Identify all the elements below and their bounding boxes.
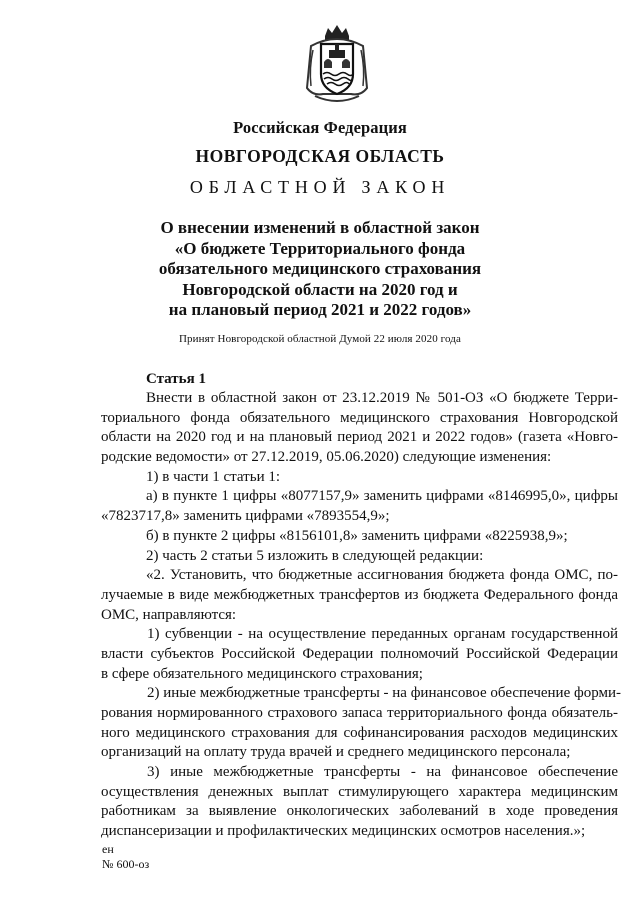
law-title-line: обязательного медицинского страхования bbox=[158, 259, 482, 278]
body-line: а) в пункте 1 цифры «8077157,9» заменить цифрами «8146995,0», цифры bbox=[146, 488, 618, 505]
body-line: 2) иные межбюджетные трансферты - на финансовое обеспечение форми- bbox=[147, 685, 622, 702]
body-line: 2) часть 2 статьи 5 изложить в следующей редакции: bbox=[146, 547, 484, 564]
body-line: «2. Установить, что бюджетные ассигнования бюджета фонда ОМС, по- bbox=[146, 567, 618, 584]
law-title-line: Новгородской области на 2020 год и bbox=[182, 279, 458, 299]
law-title-line: «О бюджете Территориального фонда bbox=[174, 238, 466, 258]
body-line: ториального фонда обязательного медицинского страхования Новгородской bbox=[101, 409, 618, 426]
adoption-note: Принят Новгородской областной Думой 22 июля 2020 года bbox=[179, 333, 461, 345]
law-type-heading: ОБЛАСТНОЙ ЗАКОН bbox=[189, 177, 451, 197]
body-line: 1) в части 1 статьи 1: bbox=[146, 468, 281, 485]
body-line: области на 2020 год и на плановый период 2021 и 2022 годов» (газета «Новго- bbox=[101, 429, 618, 446]
footer-initials: ен bbox=[102, 842, 114, 856]
body-line: б) в пункте 2 цифры «8156101,8» заменить цифрами «8225938,9»; bbox=[146, 527, 568, 544]
body-line: родские ведомости» от 27.12.2019, 05.06.2020) следующие изменения: bbox=[101, 449, 552, 466]
footer-note bbox=[102, 842, 149, 872]
body-line: рования нормированного страхового запаса территориального фонда обязатель- bbox=[101, 705, 618, 721]
body-line: осуществления денежных выплат стимулирующего характера медицинским bbox=[101, 783, 618, 800]
law-title bbox=[0, 218, 640, 321]
body-line: ОМС, направляются: bbox=[101, 606, 237, 623]
body-line: лучаемые в виде межбюджетных трансфертов из бюджета Федерального фонда bbox=[101, 586, 618, 603]
body-line: диспансеризации и профилактических медицинских осмотров населения.»; bbox=[101, 823, 586, 840]
article-heading: Статья 1 bbox=[146, 371, 206, 387]
body-line: ного медицинского страхования для софинансирования расходов медицинских bbox=[101, 724, 618, 741]
body-line: «7823717,8» заменить цифрами «7893554,9»; bbox=[101, 508, 390, 525]
body-line: власти субъектов Российской Федерации полномочий Российской Федерации bbox=[101, 645, 618, 662]
body-line: в сфере обязательного медицинского страхования; bbox=[101, 665, 423, 682]
law-title-line: на плановый период 2021 и 2022 годов» bbox=[168, 300, 472, 319]
body-line: 1) субвенции - на осуществление переданных органам государственной bbox=[147, 626, 618, 643]
footer-doc-number: № 600-оз bbox=[102, 857, 150, 871]
law-title-line: О внесении изменений в областной закон bbox=[160, 218, 480, 237]
body-line: Внести в областной закон от 23.12.2019 № 501-ОЗ «О бюджете Терри- bbox=[146, 390, 618, 406]
article-body bbox=[101, 389, 622, 842]
body-line: организаций на оплату труда врачей и среднего медицинского персонала; bbox=[101, 744, 571, 761]
region-heading: НОВГОРОДСКАЯ ОБЛАСТЬ bbox=[195, 146, 445, 166]
body-line: работникам за выявление онкологических заболеваний в ходе проведения bbox=[101, 803, 618, 820]
novgorod-coat-of-arms-icon bbox=[301, 22, 373, 108]
federation-heading: Российская Федерация bbox=[233, 118, 407, 137]
body-line: 3) иные межбюджетные трансферты - на финансовое обеспечение bbox=[147, 764, 618, 781]
